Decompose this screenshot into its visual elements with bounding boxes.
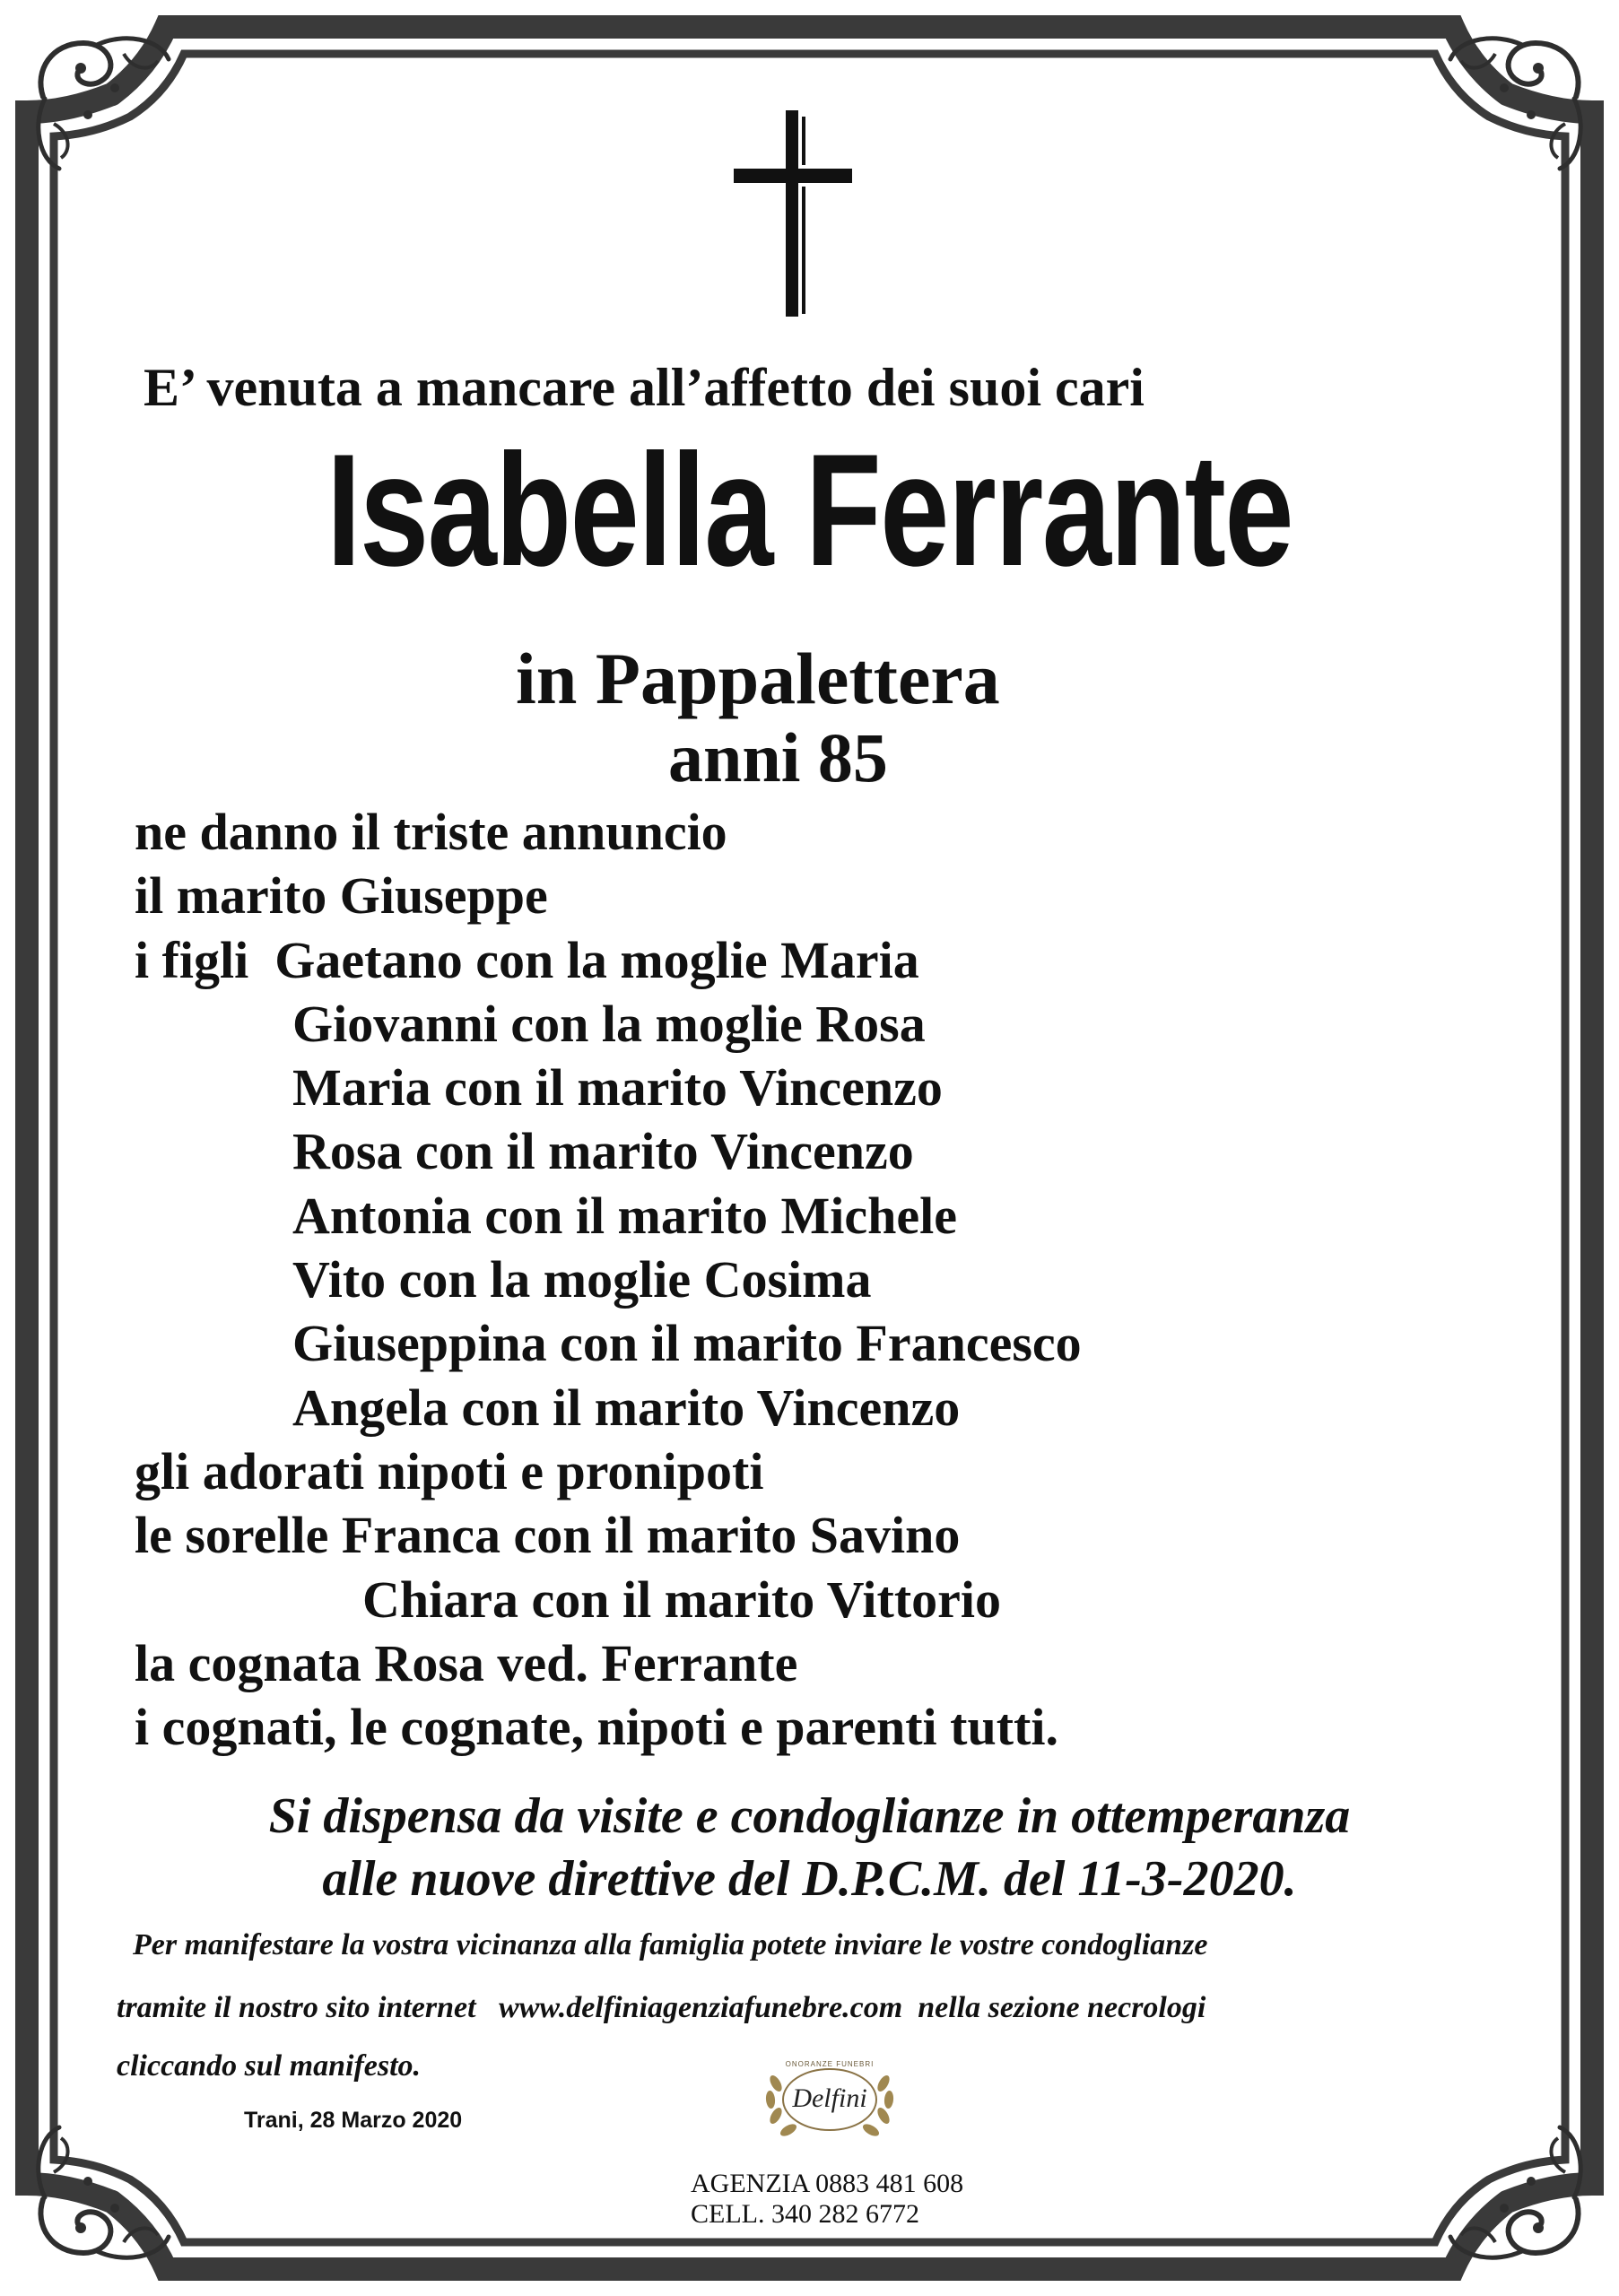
family-line: i figli Gaetano con la moglie Maria [135, 930, 919, 989]
deceased-age: anni 85 [668, 718, 888, 796]
family-line: Antonia con il marito Michele [292, 1186, 958, 1245]
agency-contacts [691, 2169, 963, 2230]
family-list [135, 800, 1082, 1759]
family-line: Angela con il marito Vincenzo [292, 1378, 961, 1437]
family-line: Maria con il marito Vincenzo [292, 1058, 943, 1118]
info-line-1: Per manifestare la vostra vicinanza alla famiglia potete inviare le vostre condoglianze [133, 1928, 1208, 1961]
family-line: il marito Giuseppe [135, 866, 548, 926]
notice-line-2: alle nuove direttive del D.P.C.M. del 11-3-2020. [322, 1851, 1297, 1907]
family-line: Chiara con il marito Vittorio [362, 1570, 1002, 1629]
family-line: Vito con la moglie Cosima [292, 1250, 872, 1309]
deceased-name: Isabella Ferrante [326, 421, 1293, 599]
family-line: Giovanni con la moglie Rosa [292, 994, 926, 1053]
logo-name: Delfini [792, 2083, 867, 2113]
covid-notice [0, 1785, 1619, 1910]
family-line: Giuseppina con il marito Francesco [292, 1314, 1082, 1373]
logo-top-text: ONORANZE FUNEBRI [785, 2060, 875, 2068]
notice-line-1: Si dispensa da visite e condoglianze in ottemperanza [268, 1788, 1351, 1844]
family-line: la cognata Rosa ved. Ferrante [135, 1633, 798, 1692]
info-line-2: tramite il nostro sito internet www.delfiniagenziafunebre.com nella sezione necrologi [117, 1991, 1206, 2024]
agency-cell: CELL. 340 282 6772 [691, 2199, 919, 2229]
family-line: i cognati, le cognate, nipoti e parenti tutti. [135, 1698, 1058, 1757]
family-line: Rosa con il marito Vincenzo [292, 1122, 914, 1181]
agency-phone: AGENZIA 0883 481 608 [691, 2169, 964, 2198]
intro-text: E’ venuta a mancare all’affetto dei suoi cari [144, 358, 1145, 417]
cross-icon [727, 106, 861, 321]
publication-date: Trani, 28 Marzo 2020 [244, 2108, 463, 2133]
agency-logo [749, 2048, 910, 2153]
married-name: in Pappalettera [516, 638, 1000, 719]
info-line-3: cliccando sul manifesto. [117, 2049, 422, 2083]
family-line: ne danno il triste annuncio [135, 803, 727, 861]
family-line: gli adorati nipoti e pronipoti [135, 1441, 764, 1500]
family-line: le sorelle Franca con il marito Savino [135, 1506, 961, 1565]
